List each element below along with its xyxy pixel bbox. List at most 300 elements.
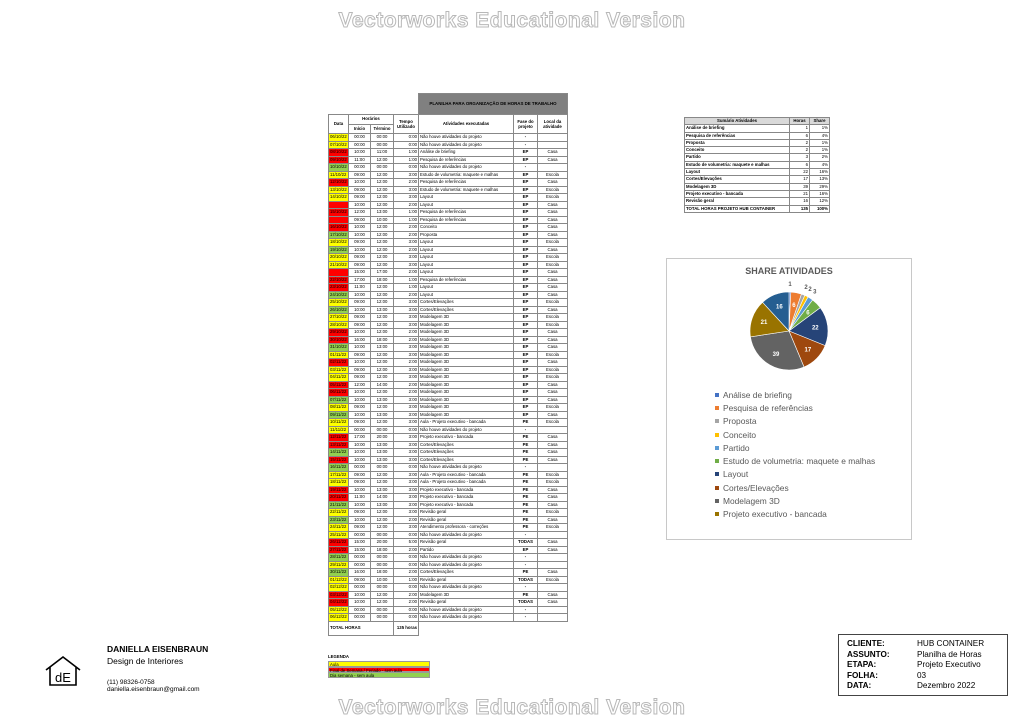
log-cell-date: 28/11/22 [329, 554, 349, 562]
log-cell-end: 12:00 [371, 509, 394, 517]
legend-item [715, 388, 875, 401]
log-cell-end: 12:00 [371, 314, 394, 322]
log-cell-end: 00:00 [371, 561, 394, 569]
legend-swatch [715, 499, 719, 503]
log-cell-phase: - [514, 134, 538, 142]
log-cell-place: Escola [538, 261, 568, 269]
log-cell-phase: EP [514, 216, 538, 224]
log-cell-start: 09:00 [349, 254, 371, 262]
log-cell-end: 18:00 [371, 336, 394, 344]
log-cell-end: 12:00 [371, 261, 394, 269]
log-cell-date: 25/11/22 [329, 531, 349, 539]
log-cell-date: 18/11/22 [329, 479, 349, 487]
log-cell-place: Casa [538, 231, 568, 239]
log-cell-activity: Layout [419, 239, 514, 247]
log-row [329, 261, 568, 269]
log-cell-time: 3:00 [394, 411, 419, 419]
log-cell-phase: EP [514, 201, 538, 209]
log-cell-time: 2:00 [394, 291, 419, 299]
log-cell-start: 10:00 [349, 456, 371, 464]
log-cell-activity: Aula - Projeto executivo - bancada [419, 419, 514, 427]
watermark-top: Vectorworks Educational Version [338, 9, 686, 32]
log-cell-time: 3:00 [394, 299, 419, 307]
log-cell-date: 24/10/22 [330, 291, 347, 297]
log-cell-place [538, 561, 568, 569]
legend-swatch [715, 393, 719, 397]
summary-row [685, 125, 830, 132]
log-cell-place: Escola [538, 524, 568, 532]
log-cell-activity: Layout [419, 194, 514, 202]
log-row [329, 396, 568, 404]
log-cell-phase: PE [514, 471, 538, 479]
log-cell-place: Escola [538, 321, 568, 329]
summary-cell-share: 16% [810, 169, 830, 176]
log-cell-place: Casa [538, 486, 568, 494]
log-cell-time: 0:00 [394, 464, 419, 472]
log-cell-date: 01/12/22 [330, 576, 347, 582]
summary-cell-share: 4% [810, 132, 830, 139]
log-cell-date: 22/10/22 [330, 276, 347, 282]
log-cell-start: 00:00 [349, 464, 371, 472]
summary-cell-activity: Pesquisa de referências [685, 132, 790, 139]
log-cell-date: 07/10/22 [330, 141, 347, 147]
summary-cell-hours: 39 [790, 183, 810, 190]
log-cell-start: 09:00 [349, 216, 371, 224]
log-cell-place: Casa [538, 336, 568, 344]
log-cell-phase: EP [514, 261, 538, 269]
log-cell-place: Escola [538, 404, 568, 412]
log-cell-time: 2:00 [394, 329, 419, 337]
log-cell-activity: Layout [419, 269, 514, 277]
log-cell-start: 10:00 [349, 396, 371, 404]
blank-corner [329, 94, 419, 115]
log-cell-date: 08/11/22 [329, 404, 349, 412]
log-cell-start: 09:00 [349, 351, 371, 359]
log-cell-phase: EP [514, 224, 538, 232]
log-cell-activity: Projeto executivo - bancada [419, 494, 514, 502]
log-cell-time: 3:00 [394, 486, 419, 494]
log-cell-activity: Não houve atividades do projeto [419, 531, 514, 539]
summary-cell-activity: Layout [685, 169, 790, 176]
log-cell-start: 10:00 [349, 441, 371, 449]
log-cell-date: 19/10/22 [330, 246, 347, 252]
log-cell-activity: Revisão geral [419, 539, 514, 547]
log-cell-place: Casa [538, 216, 568, 224]
log-cell-time: 0:00 [394, 426, 419, 434]
log-cell-start: 10:00 [349, 201, 371, 209]
log-cell-activity: Atendimento professora - correções [419, 524, 514, 532]
log-cell-place: Casa [538, 246, 568, 254]
log-cell-activity: Layout [419, 254, 514, 262]
log-cell-place: Casa [538, 284, 568, 292]
color-legend-item: Final de Semana / Feriado - sem aula [328, 667, 430, 673]
title-block-key: ASSUNTO: [847, 649, 890, 659]
log-cell-time: 3:00 [394, 471, 419, 479]
log-cell-date: 14/10/22 [330, 194, 347, 199]
pie-data-label: 22 [811, 325, 819, 332]
log-cell-activity: Projeto executivo - bancada [419, 434, 514, 442]
title-block-value: Projeto Executivo [917, 660, 981, 669]
log-row [329, 156, 568, 164]
pie-chart [667, 259, 913, 389]
legend-label: Análise de briefing [723, 389, 792, 400]
log-cell-phase: PE [514, 486, 538, 494]
log-cell-time: 5:00 [394, 539, 419, 547]
log-cell-start: 00:00 [349, 561, 371, 569]
log-cell-phase: EP [514, 336, 538, 344]
log-cell-time: 2:00 [394, 336, 419, 344]
pie-data-label: 1 [788, 282, 792, 289]
log-cell-time: 3:00 [394, 449, 419, 457]
log-cell-end: 12:00 [371, 516, 394, 524]
log-cell-phase: PE [514, 449, 538, 457]
log-cell-start: 10:00 [349, 306, 371, 314]
log-cell-time: 1:00 [394, 156, 419, 164]
log-cell-time: 3:00 [394, 261, 419, 269]
log-cell-phase: EP [514, 389, 538, 397]
log-cell-place: Casa [538, 516, 568, 524]
log-cell-end: 14:00 [371, 381, 394, 389]
summary-cell-share: 1% [810, 147, 830, 154]
log-cell-phase: PE [514, 441, 538, 449]
log-cell-place: Escola [538, 239, 568, 247]
summary-cell-activity: Partido [685, 154, 790, 161]
log-cell-activity: Layout [419, 201, 514, 209]
log-cell-phase: EP [514, 209, 538, 217]
log-cell-time: 0:00 [394, 614, 419, 622]
log-row [329, 441, 568, 449]
color-legend [328, 654, 430, 678]
log-cell-date: 03/12/22 [330, 591, 347, 597]
summary-cell-hours: 21 [790, 190, 810, 197]
log-cell-start: 10:00 [349, 329, 371, 337]
log-cell-time: 2:00 [394, 381, 419, 389]
log-cell-end: 12:00 [371, 471, 394, 479]
log-cell-end: 12:00 [371, 359, 394, 367]
log-cell-place: Casa [538, 329, 568, 337]
log-row [329, 486, 568, 494]
log-cell-activity: Pesquisa de referências [419, 156, 514, 164]
log-cell-time: 3:00 [394, 321, 419, 329]
log-cell-date: 12/10/22 [330, 179, 347, 184]
log-cell-end: 13:00 [371, 344, 394, 352]
log-cell-date: 23/11/22 [329, 516, 349, 524]
log-cell-place: Casa [538, 344, 568, 352]
log-cell-phase: TODAS [514, 576, 538, 584]
log-cell-phase: EP [514, 299, 538, 307]
log-row [329, 299, 568, 307]
title-block-key: CLIENTE: [847, 639, 885, 648]
log-cell-date: 24/11/22 [329, 524, 349, 532]
log-cell-date: 21/10/22 [330, 261, 347, 267]
log-cell-phase: EP [514, 329, 538, 337]
col-local: Local da atividade [538, 115, 568, 134]
log-cell-start: 00:00 [349, 606, 371, 614]
summary-cell-activity: Análise de briefing [685, 125, 790, 132]
log-cell-place: Casa [538, 411, 568, 419]
pie-data-label: 6 [792, 302, 796, 309]
title-block-key: FOLHA: [847, 670, 878, 680]
log-cell-date: 04/12/22 [330, 599, 347, 604]
log-row [329, 494, 568, 502]
log-cell-time: 0:00 [394, 141, 419, 149]
log-row [329, 374, 568, 382]
log-cell-time: 1:00 [394, 284, 419, 292]
log-row [329, 381, 568, 389]
color-legend-item: Dia semana - sem aula [328, 672, 430, 678]
pie-data-label: 21 [760, 320, 768, 327]
log-cell-start: 09:00 [349, 321, 371, 329]
hours-log-table [328, 93, 568, 636]
log-cell-activity: Cortes/Elevações [419, 306, 514, 314]
log-row [329, 591, 568, 599]
log-cell-activity: Modelagem 3D [419, 374, 514, 382]
summary-header-activity: Sumário Atividades [685, 118, 790, 125]
log-cell-start: 00:00 [349, 426, 371, 434]
log-cell-phase: EP [514, 291, 538, 299]
color-legend-title: LEGENDA [328, 654, 350, 659]
designer-subtitle: Design de Interiores [107, 656, 184, 666]
log-cell-activity: Modelagem 3D [419, 336, 514, 344]
log-cell-phase: EP [514, 546, 538, 554]
log-cell-phase: PE [514, 516, 538, 524]
log-row [329, 501, 568, 509]
log-cell-end: 12:00 [371, 246, 394, 254]
log-cell-start: 09:00 [349, 186, 371, 194]
log-row [329, 291, 568, 299]
log-cell-activity: Layout [419, 291, 514, 299]
summary-cell-share: 16% [810, 190, 830, 197]
color-legend-item: Aula [328, 661, 430, 667]
log-cell-end: 12:00 [371, 201, 394, 209]
log-cell-activity: Cortes/Elevações [419, 441, 514, 449]
log-cell-activity: Proposta [419, 231, 514, 239]
log-cell-start: 10:00 [349, 501, 371, 509]
log-row [329, 164, 568, 172]
log-cell-time: 3:00 [394, 524, 419, 532]
legend-label: Projeto executivo - bancada [723, 509, 827, 520]
log-cell-start: 09:00 [349, 419, 371, 427]
log-cell-date: 06/11/22 [329, 389, 349, 397]
title-block-row [847, 681, 999, 692]
log-cell-phase: PE [514, 419, 538, 427]
log-cell-start: 10:00 [349, 231, 371, 239]
log-cell-time: 3:00 [394, 374, 419, 382]
log-cell-time: 0:00 [394, 164, 419, 172]
log-cell-place [538, 141, 568, 149]
designer-phone: (11) 98326-0758 [107, 679, 155, 686]
legend-item [715, 454, 875, 467]
log-row [329, 434, 568, 442]
summary-row [685, 161, 830, 168]
log-cell-activity: Layout [419, 284, 514, 292]
log-cell-place: Escola [538, 186, 568, 194]
log-cell-end: 12:00 [371, 419, 394, 427]
summary-header-share: Share [810, 118, 830, 125]
log-cell-time: 1:00 [394, 216, 419, 224]
log-cell-activity: Estudo de volumetria: maquete e malhas [419, 186, 514, 194]
log-cell-phase: EP [514, 374, 538, 382]
log-cell-start: 10:00 [349, 291, 371, 299]
pie-data-label: 3 [813, 289, 817, 296]
summary-row [685, 139, 830, 146]
legend-label: Modelagem 3D [723, 496, 780, 507]
log-cell-start: 10:00 [349, 449, 371, 457]
log-cell-end: 18:00 [371, 569, 394, 577]
log-cell-place: Casa [538, 156, 568, 164]
log-cell-place: Casa [538, 224, 568, 232]
log-cell-end: 18:00 [371, 276, 394, 284]
log-cell-activity: Modelagem 3D [419, 351, 514, 359]
log-cell-time: 3:00 [394, 494, 419, 502]
summary-cell-share: 2% [810, 154, 830, 161]
summary-table [684, 117, 830, 213]
log-cell-place: Escola [538, 419, 568, 427]
log-cell-end: 18:00 [371, 546, 394, 554]
log-cell-date: 07/11/22 [329, 396, 349, 404]
log-cell-activity: Pesquisa de referências [419, 276, 514, 284]
chart-title: SHARE ATIVIDADES [745, 266, 833, 276]
log-cell-place: Escola [538, 576, 568, 584]
log-cell-date: 17/11/22 [329, 471, 349, 479]
log-cell-activity: Modelagem 3D [419, 591, 514, 599]
log-cell-place [538, 584, 568, 592]
log-cell-end: 00:00 [371, 426, 394, 434]
log-cell-phase: EP [514, 171, 538, 179]
log-cell-phase: - [514, 554, 538, 562]
log-row [329, 404, 568, 412]
title-block-value: HUB CONTAINER [917, 639, 985, 648]
log-row [329, 516, 568, 524]
log-cell-phase: EP [514, 179, 538, 187]
log-cell-phase: - [514, 426, 538, 434]
log-cell-place: Casa [538, 501, 568, 509]
log-cell-time: 2:00 [394, 569, 419, 577]
log-cell-time: 2:00 [394, 546, 419, 554]
legend-swatch [715, 446, 719, 450]
log-cell-phase: PE [514, 524, 538, 532]
log-cell-activity: Cortes/Elevações [419, 456, 514, 464]
log-cell-activity: Modelagem 3D [419, 314, 514, 322]
log-cell-date: 03/11/22 [329, 366, 349, 374]
summary-row [685, 154, 830, 161]
legend-label: Pesquisa de referências [723, 402, 813, 413]
log-cell-date: 04/11/22 [329, 374, 349, 382]
log-cell-place [538, 606, 568, 614]
log-cell-date [329, 269, 349, 277]
log-cell-place [538, 164, 568, 172]
title-block-value: 03 [917, 670, 927, 680]
share-chart [666, 258, 912, 540]
legend-label: Estudo de volumetria: maquete e malhas [723, 456, 876, 467]
legend-swatch [715, 486, 719, 490]
log-row [329, 179, 568, 187]
log-cell-time: 2:00 [394, 179, 419, 187]
log-cell-time: 3:00 [394, 509, 419, 517]
log-row [329, 186, 568, 194]
log-row [329, 246, 568, 254]
log-cell-phase: PE [514, 456, 538, 464]
legend-item [715, 481, 875, 494]
log-cell-start: 11:00 [349, 156, 371, 164]
log-cell-phase: EP [514, 404, 538, 412]
log-cell-start: 10:00 [349, 516, 371, 524]
log-cell-date: 25/10/22 [330, 299, 347, 304]
log-cell-phase: EP [514, 239, 538, 247]
log-cell-phase: - [514, 584, 538, 592]
log-cell-place [538, 554, 568, 562]
log-cell-place: Casa [538, 389, 568, 397]
log-cell-time: 2:00 [394, 389, 419, 397]
log-cell-activity: Modelagem 3D [419, 411, 514, 419]
log-cell-activity: Revisão geral [419, 509, 514, 517]
log-row [329, 524, 568, 532]
pie-data-label: 16 [776, 304, 783, 311]
log-row [329, 171, 568, 179]
log-cell-date: 15/10/22 [330, 209, 347, 214]
legend-item [715, 508, 875, 521]
log-cell-phase: EP [514, 411, 538, 419]
log-cell-start: 09:00 [349, 479, 371, 487]
log-row [329, 479, 568, 487]
log-row [329, 209, 568, 217]
log-cell-date: 17/10/22 [330, 231, 347, 237]
log-cell-start: 09:00 [349, 239, 371, 247]
log-cell-start: 15:00 [349, 269, 371, 277]
log-cell-end: 12:00 [371, 374, 394, 382]
log-row [329, 269, 568, 277]
log-cell-end: 12:00 [371, 321, 394, 329]
log-cell-activity: Revisão geral [419, 599, 514, 607]
log-cell-start: 16:00 [349, 569, 371, 577]
log-cell-end: 11:00 [371, 149, 394, 157]
log-cell-activity: Pesquisa de referências [419, 209, 514, 217]
log-cell-phase: EP [514, 149, 538, 157]
log-cell-activity: Aula - Projeto executivo - bancada [419, 471, 514, 479]
log-cell-date: 29/10/22 [330, 329, 347, 334]
log-cell-date: 27/11/22 [329, 546, 349, 554]
log-cell-start: 10:00 [349, 591, 371, 599]
log-cell-time: 1:00 [394, 149, 419, 157]
summary-header-hours: Horas [790, 118, 810, 125]
log-cell-time: 1:00 [394, 209, 419, 217]
legend-swatch [715, 419, 719, 423]
title-block-row [847, 639, 999, 650]
pie-data-label: 2 [808, 286, 812, 293]
pie-data-label: 2 [804, 285, 808, 292]
total-value: 135 horas [394, 621, 419, 635]
summary-cell-activity: Proposta [685, 139, 790, 146]
log-cell-activity: Não houve atividades do projeto [419, 554, 514, 562]
log-cell-place: Casa [538, 149, 568, 157]
log-cell-time: 2:00 [394, 359, 419, 367]
log-cell-date: 20/11/22 [329, 494, 349, 502]
log-cell-start: 10:00 [349, 411, 371, 419]
log-cell-date: 11/11/22 [329, 426, 349, 434]
log-cell-activity: Modelagem 3D [419, 396, 514, 404]
legend-item [715, 428, 875, 441]
log-cell-phase: EP [514, 269, 538, 277]
legend-label: Layout [723, 469, 749, 480]
log-cell-activity: Modelagem 3D [419, 381, 514, 389]
log-cell-start: 16:00 [349, 336, 371, 344]
log-cell-activity: Pesquisa de referências [419, 216, 514, 224]
log-cell-place [538, 531, 568, 539]
log-cell-phase: EP [514, 381, 538, 389]
log-cell-place: Escola [538, 351, 568, 359]
log-row [329, 464, 568, 472]
log-row [329, 231, 568, 239]
